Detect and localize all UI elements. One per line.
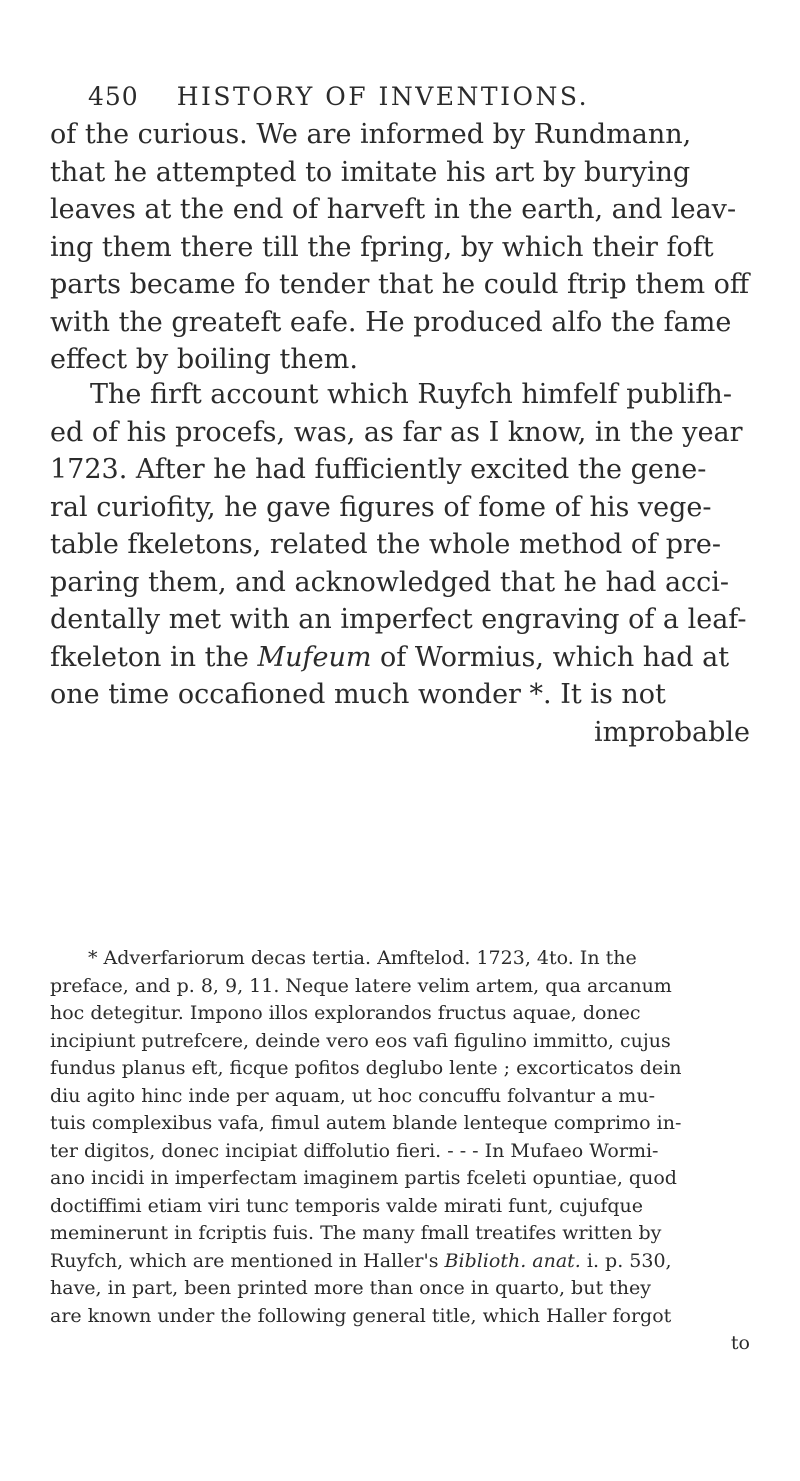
text-line: of the curious. We are informed by Rundmann, [50,119,692,150]
text-line: ral curiofity, he gave figures of fome of his vege- [50,491,712,523]
footnote-line: meminerunt in fcriptis fuis. The many fmall treatifes written by [50,1222,662,1244]
footnote-line: hoc detegitur. Impono illos explorandos fructus aquae, donec [50,1002,641,1024]
footnote-line: doctiffimi etiam viri tunc temporis valde mirati funt, cujufque [50,1194,643,1217]
text-line: dentally met with an imperfect engraving of a leaf- [50,604,747,635]
text-line: one time occafioned much wonder *. It is not [50,679,666,710]
text-line: with the greateft eafe. He produced alfo the fame [50,306,732,338]
italic-title-museum: Mufeum [257,641,372,673]
footnote-line: ano incidi in imperfectam imaginem partis fceleti opuntiae, quod [50,1167,677,1189]
footnote-line: * Adverfariorum decas tertia. Amftelod. 1723, 4to. In the [88,947,637,969]
footnote-line: tuis complexibus vafa, fimul autem blande lenteque comprimo in- [50,1112,682,1134]
footnote-line [50,1248,750,1276]
running-head-title: HISTORY OF INVENTIONS. [176,82,590,111]
text-line [50,639,750,677]
text-span: Ruyfch, which are mentioned in Haller's [50,1249,445,1272]
footnote-line: have, in part, been printed more than once in quarto, but they [50,1277,651,1299]
running-head [88,82,589,111]
footnote [50,945,750,1358]
italic-title-biblioth: Biblioth. anat. [444,1249,581,1272]
page-number: 450 [88,82,139,111]
text-span: fkeleton in the [50,641,258,673]
footnote-line: incipiunt putrefcere, deinde vero eos vafi figulino immitto, cujus [50,1029,671,1052]
text-line: effect by boiling them. [50,344,358,375]
text-line: 1723. After he had fufficiently excited the gene- [50,454,707,485]
text-line: ing them there till the fpring, by which their foft [50,231,714,263]
text-span: of Wormius, which had at [371,641,730,673]
footnote-line: ter digitos, donec incipiat diffolutio fieri. - - - In Mufaeo Wormi- [50,1139,659,1162]
text-line: ed of his procefs, was, as far as I know, in the year [50,416,743,448]
text-line: parts became fo tender that he could ftrip them off [50,269,750,300]
catchword: improbable [594,716,750,748]
footnote-line: preface, and p. 8, 9, 11. Neque latere velim artem, qua arcanum [50,974,672,997]
paragraph-2 [50,376,750,751]
text-span: i. p. 530, [580,1249,672,1272]
text-line: The firft account which Ruyfch himfelf publifh- [90,379,732,410]
text-line: paring them, and acknowledged that he had acci- [50,566,730,598]
paragraph-1 [50,116,750,379]
footnote-line: diu agito hinc inde per aquam, ut hoc concuffu folvantur a mu- [50,1084,655,1107]
text-line: that he attempted to imitate his art by burying [50,156,691,188]
footnote-catchword: to [730,1332,750,1354]
text-line: table fkeletons, related the whole method of pre- [50,529,722,560]
text-line: leaves at the end of harveft in the earth, and leav- [50,194,737,225]
footnote-line: are known under the following general title, which Haller forgot [50,1304,672,1327]
footnote-line: fundus planus eft, ficque pofitos deglubo lente ; excorticatos dein [50,1057,682,1079]
